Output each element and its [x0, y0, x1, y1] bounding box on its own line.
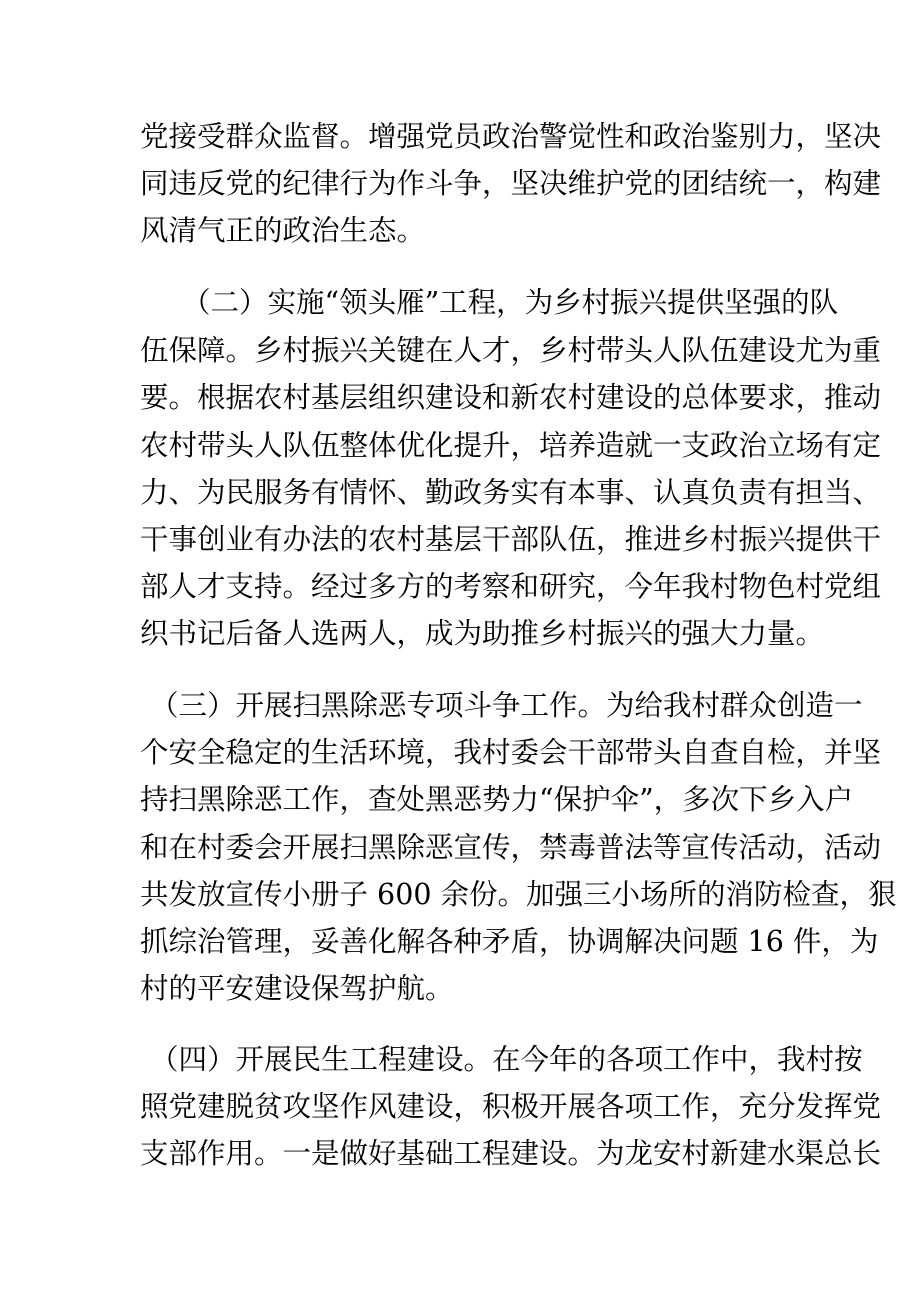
text-line: 支部作用。一是做好基础工程建设。为龙安村新建水渠总长	[140, 1137, 882, 1170]
text-line: 共发放宣传小册子 600 余份。加强三小场所的消防检查，狠	[140, 878, 897, 911]
text-line: 照党建脱贫攻坚作风建设，积极开展各项工作，充分发挥党	[140, 1090, 882, 1123]
text-line: 和在村委会开展扫黑除恶宣传，禁毒普法等宣传活动，活动	[140, 831, 882, 864]
text-line: 同违反党的纪律行为作斗争，坚决维护党的团结统一，构建	[140, 167, 882, 200]
text-line: 农村带头人队伍整体优化提升，培养造就一支政治立场有定	[140, 429, 882, 462]
text-line: 风清气正的政治生态。	[140, 214, 426, 247]
text-line: 伍保障。乡村振兴关键在人才，乡村带头人队伍建设尤为重	[140, 334, 882, 367]
text-line: 持扫黑除恶工作，查处黑恶势力“保护伞”，多次下乡入户	[140, 783, 854, 816]
text-line: 部人才支持。经过多方的考察和研究，今年我村物色村党组	[140, 570, 882, 603]
text-line: 村的平安建设保驾护航。	[140, 972, 454, 1005]
text-line: 个安全稳定的生活环境，我村委会干部带头自查自检，并坚	[140, 736, 882, 769]
text-line: 织书记后备人选两人，成为助推乡村振兴的强大力量。	[140, 617, 825, 650]
text-line: （三）开展扫黑除恶专项斗争工作。为给我村群众创造一	[150, 689, 863, 722]
text-line: 力、为民服务有情怀、勤政务实有本事、认真负责有担当、	[140, 476, 882, 509]
text-line: 抓综治管理，妥善化解各种矛盾，协调解决问题 16 件，为	[140, 925, 879, 958]
text-line: （二）实施“领头雁”工程，为乡村振兴提供坚强的队	[182, 286, 839, 319]
text-line: 干事创业有办法的农村基层干部队伍，推进乡村振兴提供干	[140, 523, 882, 556]
text-line: 党接受群众监督。增强党员政治警觉性和政治鉴别力，坚决	[140, 120, 882, 153]
text-line: （四）开展民生工程建设。在今年的各项工作中，我村按	[150, 1043, 863, 1076]
text-line: 要。根据农村基层组织建设和新农村建设的总体要求，推动	[140, 381, 882, 414]
